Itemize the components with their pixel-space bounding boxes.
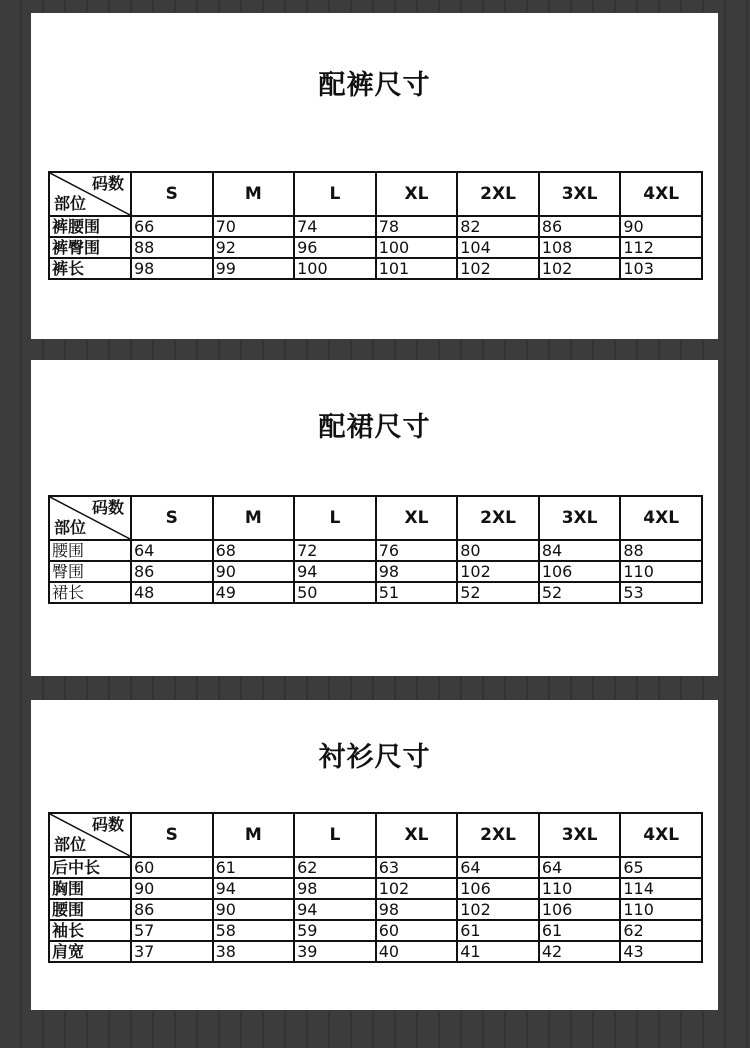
table-cell: 74 [294, 216, 376, 237]
table-cell: 96 [294, 237, 376, 258]
table-row [49, 540, 702, 561]
table-cell: 88 [620, 540, 702, 561]
size-header-3xl: 3XL [539, 496, 621, 540]
row-label: 腰围 [49, 899, 131, 920]
size-header-m: M [213, 172, 295, 216]
table-cell: 61 [539, 920, 621, 941]
size-header-l: L [294, 496, 376, 540]
corner-part-label: 部位 [54, 194, 87, 213]
size-header-s: S [131, 496, 213, 540]
table-cell: 102 [457, 899, 539, 920]
skirt-size-card [31, 360, 718, 676]
table-cell: 88 [131, 237, 213, 258]
size-header-l: L [294, 813, 376, 857]
table-cell: 70 [213, 216, 295, 237]
table-row [49, 582, 702, 603]
table-row [49, 941, 702, 962]
table-cell: 65 [620, 857, 702, 878]
corner-part-label: 部位 [54, 835, 87, 854]
table-row [49, 561, 702, 582]
size-header-s: S [131, 813, 213, 857]
row-label: 后中长 [49, 857, 131, 878]
size-header-4xl: 4XL [620, 813, 702, 857]
table-cell: 94 [294, 561, 376, 582]
corner-size-label: 码数 [91, 815, 124, 834]
table-cell: 106 [539, 561, 621, 582]
table-cell: 66 [131, 216, 213, 237]
table-cell: 94 [213, 878, 295, 899]
table-row [49, 237, 702, 258]
row-label: 肩宽 [49, 941, 131, 962]
table-cell: 38 [213, 941, 295, 962]
skirt-size-table [48, 495, 703, 604]
row-label: 裤腰围 [49, 216, 131, 237]
table-cell: 80 [457, 540, 539, 561]
table-cell: 40 [376, 941, 458, 962]
table-cell: 60 [376, 920, 458, 941]
size-header-s: S [131, 172, 213, 216]
table-cell: 90 [213, 561, 295, 582]
size-header-m: M [213, 813, 295, 857]
table-cell: 50 [294, 582, 376, 603]
table-cell: 42 [539, 941, 621, 962]
table-cell: 64 [457, 857, 539, 878]
table-corner-cell [49, 172, 131, 216]
size-header-l: L [294, 172, 376, 216]
table-corner-cell [49, 496, 131, 540]
table-cell: 110 [539, 878, 621, 899]
table-cell: 59 [294, 920, 376, 941]
table-cell: 86 [539, 216, 621, 237]
shirt-size-card [31, 700, 718, 1010]
table-cell: 62 [294, 857, 376, 878]
pants-size-card [31, 13, 718, 339]
row-label: 腰围 [49, 540, 131, 561]
corner-size-label: 码数 [91, 174, 124, 193]
table-cell: 112 [620, 237, 702, 258]
row-label: 裤长 [49, 258, 131, 279]
size-header-2xl: 2XL [457, 496, 539, 540]
table-cell: 100 [294, 258, 376, 279]
table-cell: 98 [376, 899, 458, 920]
table-cell: 76 [376, 540, 458, 561]
size-header-4xl: 4XL [620, 172, 702, 216]
table-row [49, 258, 702, 279]
table-row [49, 920, 702, 941]
table-cell: 60 [131, 857, 213, 878]
row-label: 裙长 [49, 582, 131, 603]
table-cell: 64 [539, 857, 621, 878]
size-header-xl: XL [376, 813, 458, 857]
table-cell: 114 [620, 878, 702, 899]
table-cell: 90 [620, 216, 702, 237]
size-header-2xl: 2XL [457, 813, 539, 857]
pants-size-table [48, 171, 703, 280]
table-cell: 90 [213, 899, 295, 920]
table-cell: 63 [376, 857, 458, 878]
table-cell: 110 [620, 561, 702, 582]
shirt-size-table [48, 812, 703, 963]
table-cell: 108 [539, 237, 621, 258]
table-cell: 102 [457, 561, 539, 582]
table-cell: 53 [620, 582, 702, 603]
table-cell: 48 [131, 582, 213, 603]
table-cell: 110 [620, 899, 702, 920]
table-cell: 90 [131, 878, 213, 899]
table-cell: 99 [213, 258, 295, 279]
table-cell: 102 [539, 258, 621, 279]
row-label: 胸围 [49, 878, 131, 899]
table-row [49, 899, 702, 920]
shirt-size-title: 衬衫尺寸 [318, 742, 431, 773]
corner-part-label: 部位 [54, 518, 87, 537]
table-cell: 82 [457, 216, 539, 237]
table-header-row [49, 496, 702, 540]
table-cell: 61 [213, 857, 295, 878]
table-cell: 98 [294, 878, 376, 899]
table-cell: 61 [457, 920, 539, 941]
row-label: 袖长 [49, 920, 131, 941]
table-header-row [49, 813, 702, 857]
table-row [49, 857, 702, 878]
table-cell: 41 [457, 941, 539, 962]
table-cell: 49 [213, 582, 295, 603]
table-cell: 86 [131, 899, 213, 920]
row-label: 臀围 [49, 561, 131, 582]
table-cell: 62 [620, 920, 702, 941]
table-cell: 57 [131, 920, 213, 941]
table-cell: 52 [457, 582, 539, 603]
table-cell: 102 [376, 878, 458, 899]
table-cell: 52 [539, 582, 621, 603]
table-cell: 98 [131, 258, 213, 279]
table-cell: 106 [539, 899, 621, 920]
table-cell: 101 [376, 258, 458, 279]
size-header-3xl: 3XL [539, 813, 621, 857]
table-cell: 68 [213, 540, 295, 561]
table-cell: 51 [376, 582, 458, 603]
table-corner-cell [49, 813, 131, 857]
table-cell: 39 [294, 941, 376, 962]
table-cell: 58 [213, 920, 295, 941]
size-header-2xl: 2XL [457, 172, 539, 216]
table-cell: 104 [457, 237, 539, 258]
table-cell: 92 [213, 237, 295, 258]
table-cell: 86 [131, 561, 213, 582]
skirt-size-title: 配裙尺寸 [318, 412, 431, 443]
table-cell: 43 [620, 941, 702, 962]
size-header-4xl: 4XL [620, 496, 702, 540]
table-cell: 84 [539, 540, 621, 561]
pants-size-title: 配裤尺寸 [318, 70, 431, 101]
size-header-xl: XL [376, 172, 458, 216]
size-header-3xl: 3XL [539, 172, 621, 216]
table-cell: 100 [376, 237, 458, 258]
table-header-row [49, 172, 702, 216]
corner-size-label: 码数 [91, 498, 124, 517]
table-cell: 37 [131, 941, 213, 962]
table-cell: 72 [294, 540, 376, 561]
table-row [49, 216, 702, 237]
table-cell: 98 [376, 561, 458, 582]
table-cell: 94 [294, 899, 376, 920]
row-label: 裤臀围 [49, 237, 131, 258]
table-cell: 106 [457, 878, 539, 899]
size-header-m: M [213, 496, 295, 540]
table-cell: 64 [131, 540, 213, 561]
table-cell: 102 [457, 258, 539, 279]
table-row [49, 878, 702, 899]
table-cell: 103 [620, 258, 702, 279]
size-header-xl: XL [376, 496, 458, 540]
table-cell: 78 [376, 216, 458, 237]
